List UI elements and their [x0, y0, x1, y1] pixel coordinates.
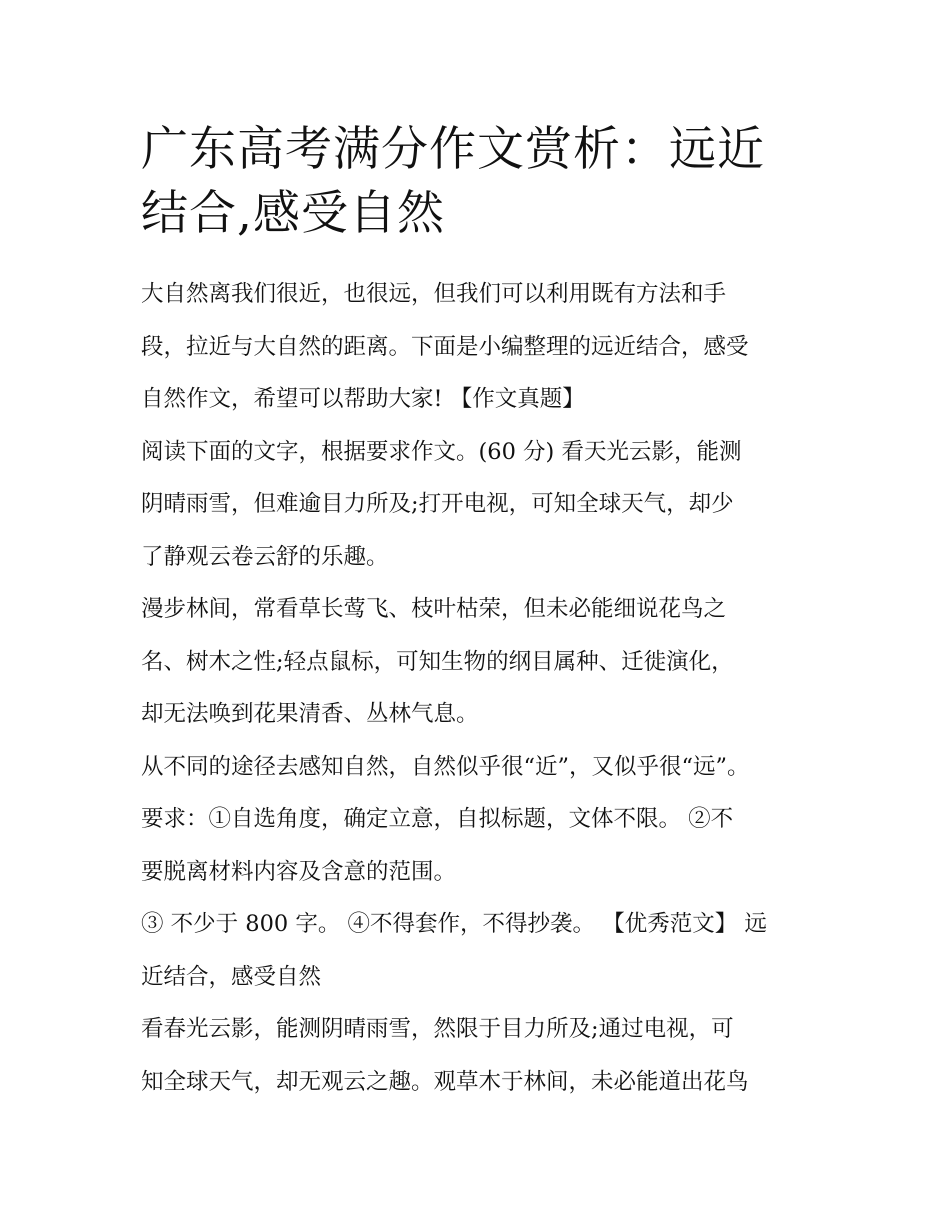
- paragraph-rules: [141, 898, 811, 1003]
- text-line: 从不同的途径去感知自然，自然似乎很“近”，又似乎很“远”。: [141, 753, 750, 780]
- text-line: 却无法唤到花果清香、丛林气息。: [141, 701, 479, 727]
- title-line: 广东高考满分作文赏析：远近: [141, 122, 765, 177]
- text-line: ③ 不少于 800 字。 ④不得套作，不得抄袭。 【优秀范文】 远: [141, 911, 767, 937]
- document-title: [141, 118, 811, 246]
- text-line: 段，拉近与大自然的距离。下面是小编整理的远近结合，感受: [141, 333, 749, 360]
- text-line: 阅读下面的文字，根据要求作文。(60 分) 看天光云影，能测: [141, 438, 742, 465]
- text-line: 近结合，感受自然: [141, 963, 322, 990]
- paragraph-forest: [141, 583, 811, 741]
- text-line: 名、树木之性;轻点鼠标，可知生物的纲目属种、迁徙演化，: [141, 648, 734, 675]
- text-line: 了静观云卷云舒的乐趣。: [141, 543, 389, 570]
- paragraph-intro: [141, 268, 811, 426]
- text-line: 要脱离材料内容及含意的范围。: [141, 858, 457, 885]
- text-line: 看春光云影，能测阴晴雨雪，然限于目力所及;通过电视，可: [141, 1016, 734, 1042]
- title-line: 结合,感受自然: [141, 186, 445, 241]
- text-line: 自然作文，希望可以帮助大家! 【作文真题】: [141, 386, 585, 412]
- document-body: [141, 268, 811, 1108]
- paragraph-essay: [141, 1003, 811, 1108]
- text-line: 要求：①自选角度，确定立意，自拟标题，文体不限。 ②不: [141, 806, 734, 832]
- text-line: 知全球天气，却无观云之趣。观草木于林间，未必能道出花鸟: [141, 1068, 749, 1095]
- text-line: 大自然离我们很近，也很远，但我们可以利用既有方法和手: [141, 281, 727, 307]
- text-line: 漫步林间，常看草长莺飞、枝叶枯荣，但未必能细说花鸟之: [141, 596, 727, 622]
- document-page: [141, 118, 811, 1108]
- paragraph-requirements: [141, 741, 811, 899]
- paragraph-prompt: [141, 426, 811, 584]
- text-line: 阴晴雨雪，但难逾目力所及;打开电视，可知全球天气，却少: [141, 491, 734, 517]
